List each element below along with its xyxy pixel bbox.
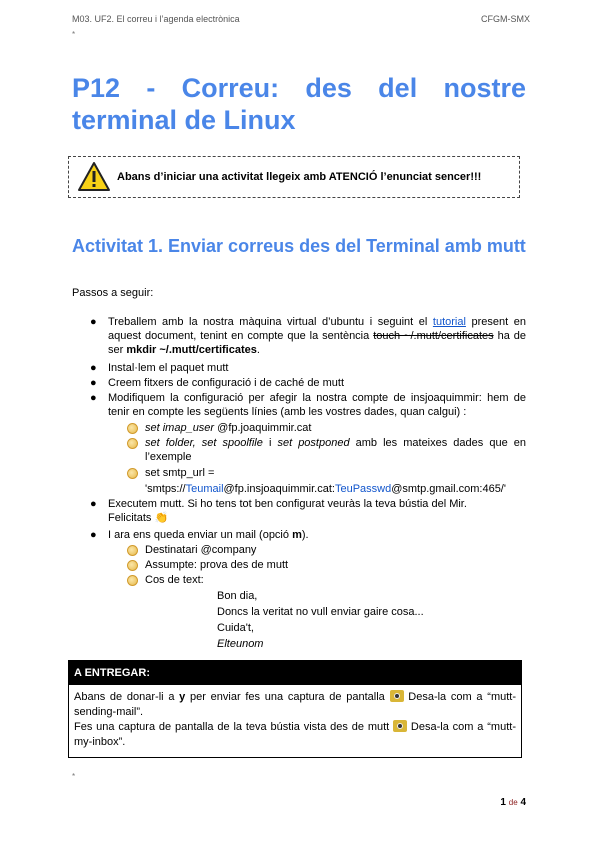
steps-label: Passos a seguir: [72,287,154,299]
bullet-icon [127,468,138,479]
deliverables-box [68,660,522,758]
deliverables-heading: A ENTREGAR: [69,661,521,685]
list-item: ● I ara ens queda enviar un mail (opció m). [90,529,309,541]
deliverables-text: Abans de donar-li a y per enviar fes una captura de pantalla Desa-la com a “mutt-sending-mail”. Fes una captura de pantalla de la teva bústia vista des de mutt Desa-la com a “mutt-my-inbox”. [74,691,516,748]
clapping-hands-icon: 👏 [154,512,169,524]
warning-triangle-icon [77,160,111,194]
sub-item: Destinatari @company [145,543,526,557]
camera-icon [390,690,404,702]
footer-mark: * [72,772,76,781]
page-number: 1 de 4 [500,797,526,808]
camera-icon [393,720,407,732]
running-header-left: M03. UF2. El correu i l’agenda electrònica [72,14,240,24]
page-title: P12 - Correu: des del nostre terminal de Linux [72,73,526,135]
list-item: ● Executem mutt. Si ho tens tot ben configurat veuràs la teva bústia del Mir. Felicitats 👏 [90,498,467,524]
smtp-url: 'smtps://Teumail@fp.insjoaquimmir.cat:TeuPasswd@smtp.gmail.com:465/' [145,483,506,495]
bullet-icon [127,560,138,571]
sub-item: Cos de text: [145,573,526,587]
tutorial-link[interactable]: tutorial [432,316,466,328]
list-item: ● Creem fitxers de configuració i de caché de mutt [90,377,345,389]
activity-title: Activitat 1. Enviar correus des del Terminal amb mutt [72,236,526,256]
sub-item: Assumpte: prova des de mutt [145,558,526,572]
bullet-icon [127,545,138,556]
sub-item: set imap_user @fp.joaquimmir.cat [145,421,526,435]
email-body-example: Bon dia, Doncs la veritat no vull enviar gaire cosa... Cuida't, Elteunom [217,590,424,650]
running-header-right: CFGM-SMX [481,14,530,24]
bullet-icon [127,575,138,586]
header-mark: * [72,30,76,39]
bullet-icon [127,438,138,449]
sub-item: set folder, set spoolfile i set postponed amb les mateixes dades que en l’exemple [145,436,526,464]
warning-text: Abans d’iniciar una activitat llegeix amb ATENCIÓ l’enunciat sencer!!! [117,171,482,183]
list-item: ● Modifiquem la configuració per afegir la nostra compte de insjoaquimmir: hem de tenir en compte les següents línies (amb les vostres dades, quan calgui) : [90,392,526,418]
list-item: ● Treballem amb la nostra màquina virtual d’ubuntu i seguint el tutorial present en aquest document, tenint en compte que la sentència touch ~/.mutt/certificates ha de ser mkdir ~/.mutt/certificates. [90,316,526,356]
list-item: ● Instal·lem el paquet mutt [90,362,229,374]
sub-item: set smtp_url = 'smtps://Teumail@fp.insjoaquimmir.cat:TeuPasswd@smtp.gmail.com:465/' [145,466,526,496]
warning-box [68,156,520,198]
bullet-icon [127,423,138,434]
